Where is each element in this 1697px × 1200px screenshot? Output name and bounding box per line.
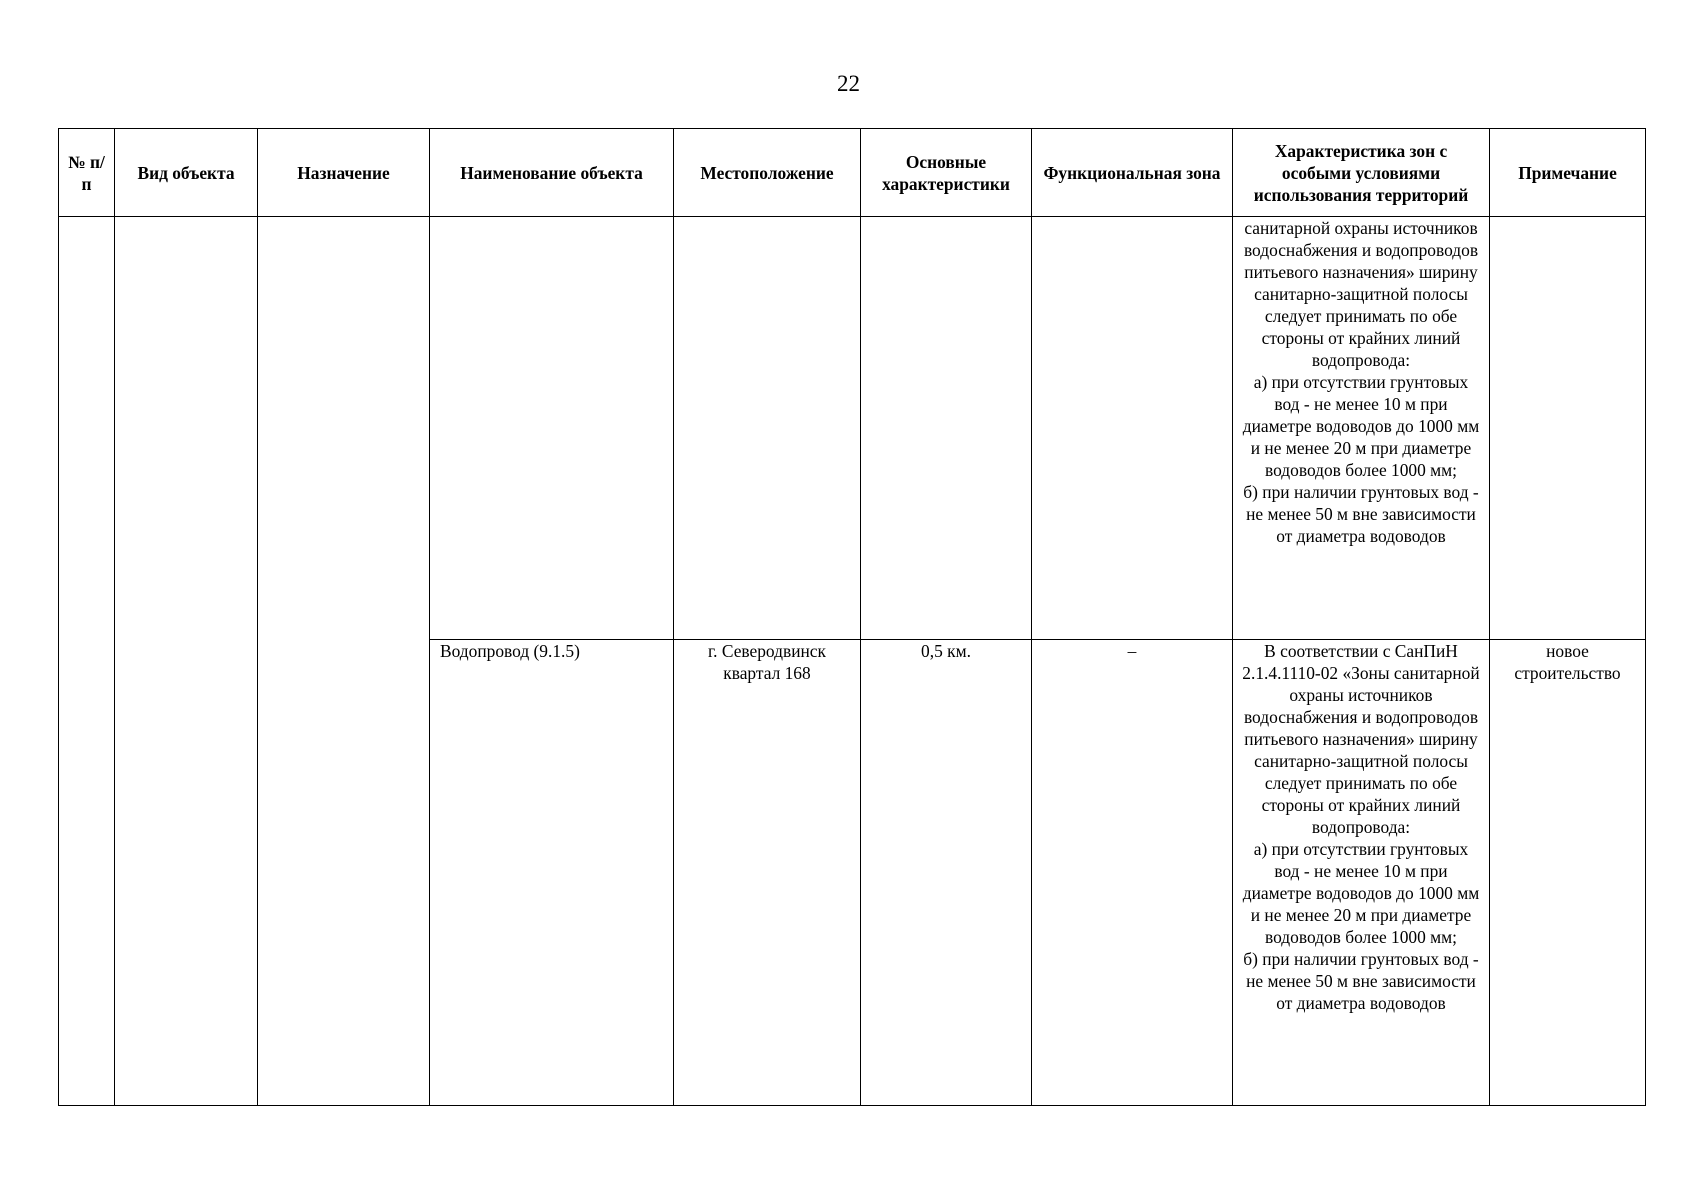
objects-table bbox=[58, 128, 1646, 1106]
cell-functional-zone bbox=[1032, 217, 1233, 640]
cell-functional-zone: – bbox=[1032, 640, 1233, 1106]
table-header-row bbox=[59, 129, 1646, 217]
cell-object-type bbox=[115, 217, 258, 1106]
header-zone-characteristics: Характеристика зон с особыми условиями использования территорий bbox=[1233, 129, 1490, 217]
cell-location bbox=[674, 217, 861, 640]
header-purpose: Назначение bbox=[258, 129, 430, 217]
header-object-name: Наименование объекта bbox=[430, 129, 674, 217]
header-location: Местоположение bbox=[674, 129, 861, 217]
page-number: 22 bbox=[837, 71, 860, 96]
cell-object-name: Водопровод (9.1.5) bbox=[430, 640, 674, 1106]
cell-location: г. Северодвинск квартал 168 bbox=[674, 640, 861, 1106]
cell-characteristics: 0,5 км. bbox=[861, 640, 1032, 1106]
header-functional-zone: Функциональная зона bbox=[1032, 129, 1233, 217]
header-number: № п/п bbox=[59, 129, 115, 217]
zone-characteristics-text: В соответствии с СанПиН 2.1.4.1110-02 «Зоны санитарной охраны источников водоснабжения и водопроводов питьевого назначения» ширину санитарно-защитной полосы следует принимать по обе стороны от крайних линий водопровода: а) при отсутствии грунтовых вод - не менее 10 м при диаметре водоводов до 1000 мм и не менее 20 м при диаметре водоводов более 1000 мм; б) при наличии грунтовых вод - не менее 50 м вне зависимости от диаметра водоводов bbox=[1242, 641, 1480, 1013]
cell-note: новое строительство bbox=[1490, 640, 1646, 1106]
zone-characteristics-text: санитарной охраны источников водоснабжения и водопроводов питьевого назначения» ширину санитарно-защитной полосы следует принимать по обе стороны от крайних линий водопровода: а) при отсутствии грунтовых вод - не менее 10 м при диаметре водоводов до 1000 мм и не менее 20 м при диаметре водоводов более 1000 мм; б) при наличии грунтовых вод - не менее 50 м вне зависимости от диаметра водоводов bbox=[1242, 218, 1480, 546]
header-note: Примечание bbox=[1490, 129, 1646, 217]
cell-characteristics bbox=[861, 217, 1032, 640]
header-characteristics: Основные характеристики bbox=[861, 129, 1032, 217]
cell-zone-characteristics bbox=[1233, 217, 1490, 640]
cell-number bbox=[59, 217, 115, 1106]
header-object-type: Вид объекта bbox=[115, 129, 258, 217]
cell-zone-characteristics bbox=[1233, 640, 1490, 1106]
cell-object-name bbox=[430, 217, 674, 640]
table-row bbox=[59, 217, 1646, 640]
cell-note bbox=[1490, 217, 1646, 640]
cell-purpose bbox=[258, 217, 430, 1106]
